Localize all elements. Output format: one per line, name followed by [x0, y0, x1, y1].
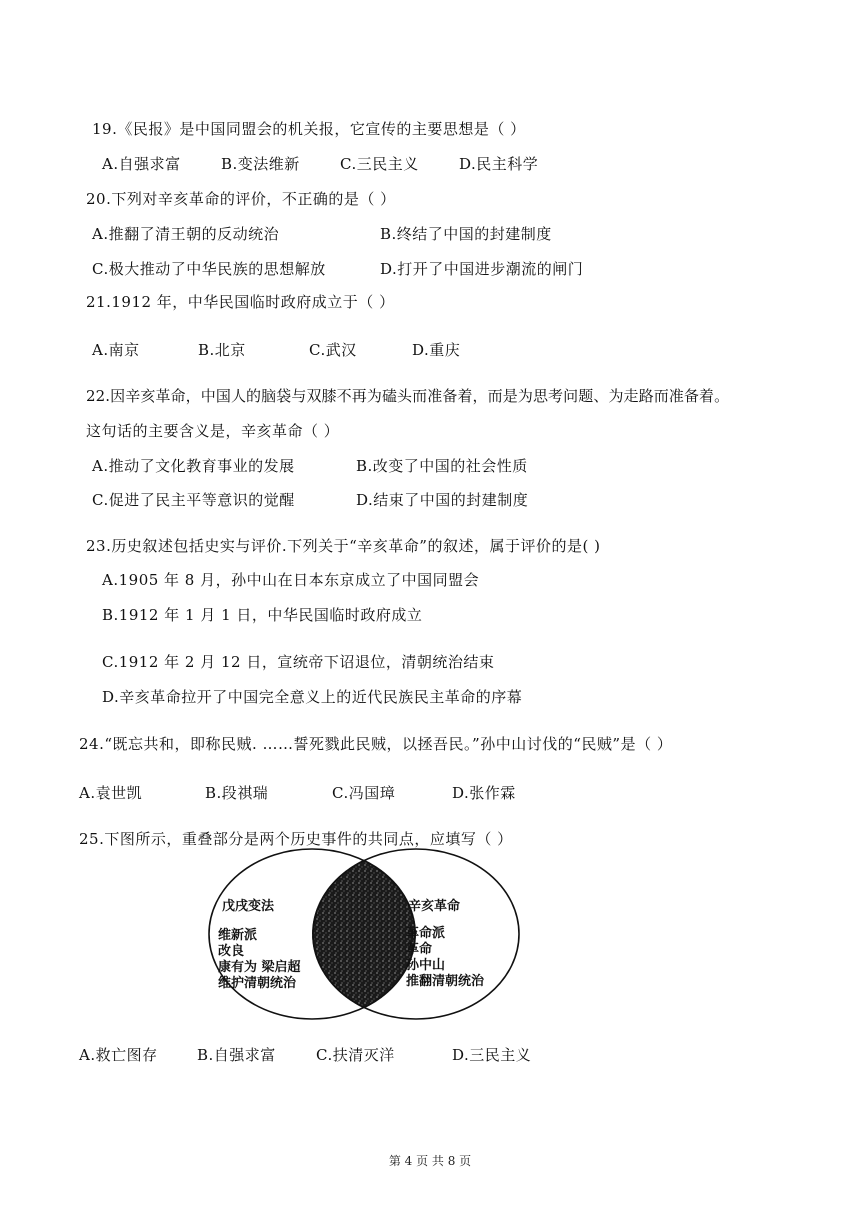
- q20-option-c[interactable]: C.极大推动了中华民族的思想解放: [92, 260, 326, 278]
- venn-diagram: [208, 846, 520, 1022]
- q21-option-b[interactable]: B.北京: [198, 341, 246, 359]
- q19-option-b[interactable]: B.变法维新: [221, 155, 300, 173]
- venn-right-item-1: 革命派: [406, 926, 446, 941]
- venn-right-title: 辛亥革命: [408, 899, 461, 914]
- q22-option-a[interactable]: A.推动了文化教育事业的发展: [92, 457, 295, 475]
- venn-left-item-3: 康有为 梁启超: [218, 960, 301, 975]
- question-20-stem: 20.下列对辛亥革命的评价，不正确的是（ ）: [86, 190, 396, 208]
- page-footer: 第 4 页 共 8 页: [388, 1154, 472, 1168]
- venn-left-item-4: 维护清朝统治: [218, 976, 297, 991]
- question-19-stem: 19.《民报》是中国同盟会的机关报，它宣传的主要思想是（ ）: [92, 120, 526, 138]
- question-21-stem: 21.1912 年，中华民国临时政府成立于（ ）: [86, 293, 395, 311]
- q25-option-b[interactable]: B.自强求富: [197, 1046, 276, 1064]
- venn-left-title: 戊戌变法: [222, 899, 275, 914]
- q21-option-a[interactable]: A.南京: [92, 341, 140, 359]
- venn-right-item-2: 革命: [406, 942, 433, 957]
- q22-option-b[interactable]: B.改变了中国的社会性质: [356, 457, 528, 475]
- q20-option-d[interactable]: D.打开了中国进步潮流的闸门: [380, 260, 584, 278]
- venn-right-item-4: 推翻清朝统治: [406, 974, 485, 989]
- q23-option-c[interactable]: C.1912 年 2 月 12 日，宣统帝下诏退位，清朝统治结束: [102, 653, 495, 671]
- q21-option-c[interactable]: C.武汉: [309, 341, 357, 359]
- question-22-stem-line-2: 这句话的主要含义是，辛亥革命（ ）: [86, 422, 340, 440]
- question-24-stem: 24.“既忘共和，即称民贼. ……誓死戮此民贼，以拯吾民。”孙中山讨伐的“民贼”是（ ）: [79, 735, 673, 753]
- q19-option-a[interactable]: A.自强求富: [102, 155, 181, 173]
- q24-option-c[interactable]: C.冯国璋: [332, 784, 396, 802]
- q20-option-b[interactable]: B.终结了中国的封建制度: [380, 225, 552, 243]
- q22-option-d[interactable]: D.结束了中国的封建制度: [356, 491, 529, 509]
- q25-option-c[interactable]: C.扶清灭洋: [316, 1046, 395, 1064]
- q19-option-d[interactable]: D.民主科学: [459, 155, 539, 173]
- q20-option-a[interactable]: A.推翻了清王朝的反动统治: [92, 225, 280, 243]
- q25-option-d[interactable]: D.三民主义: [452, 1046, 532, 1064]
- q19-option-c[interactable]: C.三民主义: [340, 155, 419, 173]
- q21-option-d[interactable]: D.重庆: [412, 341, 461, 359]
- q24-option-b[interactable]: B.段祺瑞: [205, 784, 269, 802]
- question-23-stem: 23.历史叙述包括史实与评价.下列关于“辛亥革命”的叙述，属于评价的是( ): [86, 537, 601, 555]
- q23-option-d[interactable]: D.辛亥革命拉开了中国完全意义上的近代民族民主革命的序幕: [102, 688, 523, 706]
- question-22-stem-line-1: 22.因辛亥革命，中国人的脑袋与双膝不再为磕头而准备着，而是为思考问题、为走路而准备着。: [86, 387, 730, 405]
- venn-left-item-2: 改良: [218, 944, 245, 959]
- venn-left-item-1: 维新派: [218, 928, 258, 943]
- q23-option-a[interactable]: A.1905 年 8 月，孙中山在日本东京成立了中国同盟会: [102, 571, 480, 589]
- question-25-stem: 25.下图所示，重叠部分是两个历史事件的共同点，应填写（ ）: [79, 830, 513, 848]
- q25-option-a[interactable]: A.救亡图存: [79, 1046, 158, 1064]
- q23-option-b[interactable]: B.1912 年 1 月 1 日，中华民国临时政府成立: [102, 606, 423, 624]
- venn-right-item-3: 孙中山: [406, 958, 446, 973]
- q24-option-a[interactable]: A.袁世凯: [79, 784, 143, 802]
- q22-option-c[interactable]: C.促进了民主平等意识的觉醒: [92, 491, 295, 509]
- q24-option-d[interactable]: D.张作霖: [452, 784, 516, 802]
